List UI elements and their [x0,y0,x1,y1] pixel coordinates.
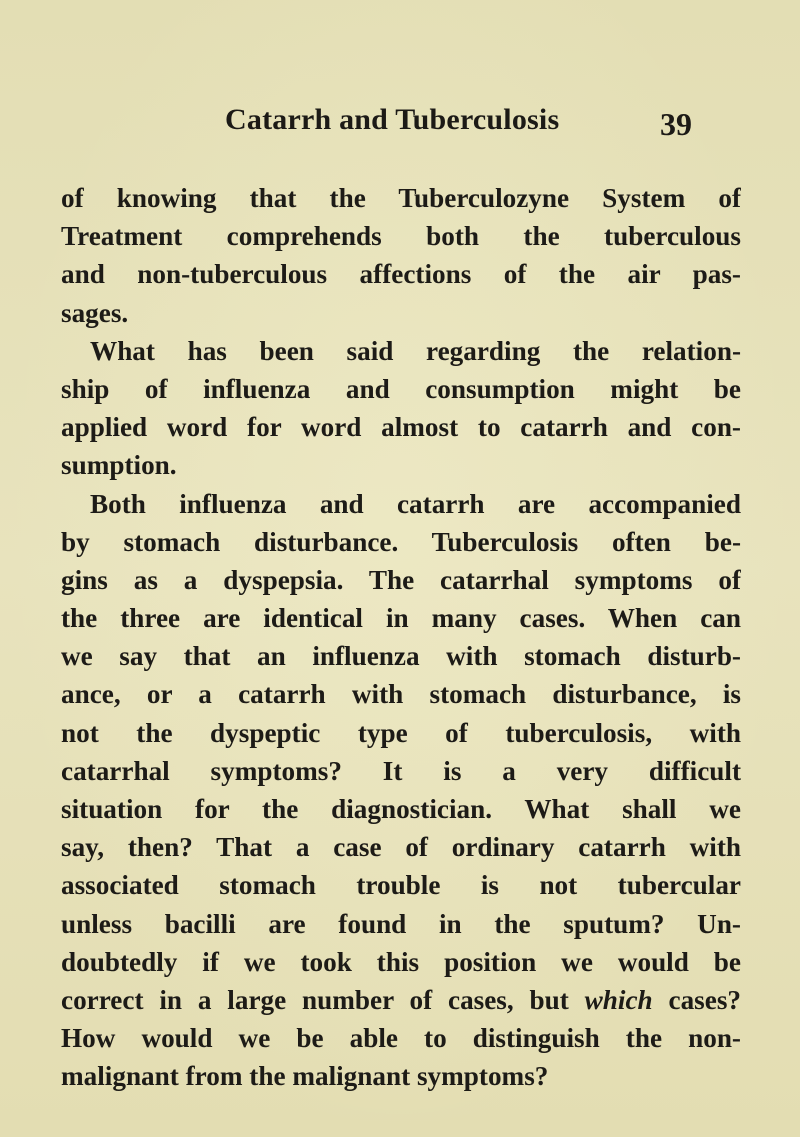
running-head [0,103,800,143]
text-line: situation for the diagnostician. What shall we [61,794,741,824]
text-line: not the dyspeptic type of tuberculosis, with [61,717,741,748]
text-line: ship of influenza and consumption might be [61,373,741,404]
text-line: we say that an influenza with stomach disturb- [61,641,741,672]
text-line: catarrhal symptoms? It is a very difficult [61,755,741,786]
text-line: sumption. [61,450,177,481]
text-line: unless bacilli are found in the sputum? Un- [61,908,741,939]
text-line: doubtedly if we took this position we would be [61,946,741,977]
text-line: gins as a dyspepsia. The catarrhal symptoms of [61,564,741,595]
text-line: the three are identical in many cases. When can [61,603,741,634]
text-run: correct in a large number of cases, but [61,984,585,1015]
text-line: Both influenza and catarrh are accompanied [90,488,741,519]
text-line: and non-tuberculous affections of the air pas- [61,259,741,290]
text-line: sages. [61,297,129,328]
text-line: Treatment comprehends both the tuberculous [61,221,741,252]
text-line: of knowing that the Tuberculozyne System of [61,183,741,213]
text-line: associated stomach trouble is not tubercular [61,870,741,901]
page-number: 39 [660,106,692,142]
text-run: cases? [652,984,741,1015]
text-line: How would we be able to distinguish the non- [61,1023,741,1054]
running-title: Catarrh and Tuberculosis [225,103,560,136]
text-line: What has been said regarding the relation- [90,335,741,366]
text-line: ance, or a catarrh with stomach disturbance, is [61,679,741,710]
text-line-mixed [61,981,741,1019]
body-text [61,179,741,1096]
text-line: by stomach disturbance. Tuberculosis often be- [61,526,741,557]
text-line: say, then? That a case of ordinary catarrh with [61,832,741,863]
italic-emphasis: which [584,984,653,1015]
text-line: malignant from the malignant symptoms? [61,1061,549,1092]
text-line: applied word for word almost to catarrh and con- [61,412,741,443]
